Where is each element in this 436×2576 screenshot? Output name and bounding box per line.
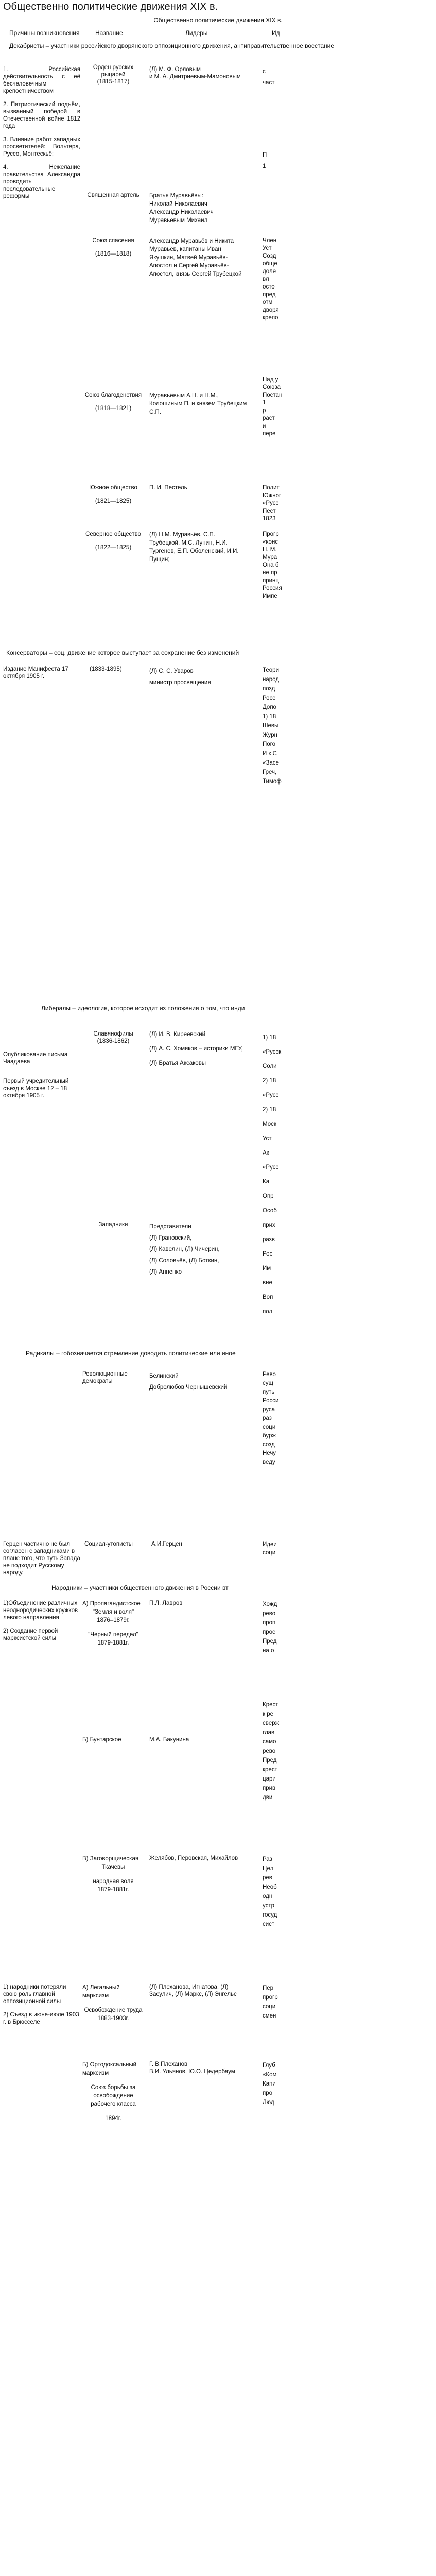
leader-line: (Л) А. С. Хомяков – историки МГУ,	[149, 1046, 243, 1052]
idea-line: доле	[263, 268, 276, 275]
idea-line: госуд	[263, 1912, 277, 1918]
leader-line: (Л) Н.М. Муравьёв, С.П. Трубецкой, М.С. Лунин, Н.И. Тургенев, Е.П. Оболенский, И.И. Пущин;	[149, 532, 239, 563]
leader-line: (Л) Анненко	[149, 1269, 182, 1275]
org-leaders-cell	[149, 1600, 247, 1607]
idea-line: Полит	[263, 485, 280, 491]
idea-line: Ка	[263, 1179, 270, 1185]
org-name: Славянофилы	[93, 1031, 133, 1037]
idea-line: прос	[263, 1629, 275, 1635]
idea-line: 2) 18	[263, 1078, 276, 1084]
leader-line: (Л) И. В. Киреевский	[149, 1031, 206, 1038]
idea-line: Росс	[263, 695, 276, 701]
leader-line: П. И. Пестель	[149, 485, 187, 491]
idea-line: Рос	[263, 1251, 273, 1257]
org-name-cell	[82, 1736, 144, 1743]
idea-line: П	[263, 152, 267, 158]
liberals-reasons	[3, 1051, 80, 1099]
idea-line: раст	[263, 415, 275, 421]
org-name: Освобождение труда 1883-1903г.	[84, 2007, 143, 2022]
leader-line: (Л) С. С. Уваров	[149, 668, 194, 674]
idea-line: Пред	[263, 1638, 277, 1645]
idea-line: 1	[263, 163, 266, 170]
idea-line: руса	[263, 1406, 275, 1413]
org-leaders-cell	[149, 1030, 247, 1067]
leader-line: (Л) Соловьёв, (Л) Боткин,	[149, 1258, 219, 1264]
idea-line: Крест	[263, 1702, 278, 1708]
idea-line: Журн	[263, 732, 277, 738]
idea-line: Цел	[263, 1866, 274, 1872]
idea-line: Пест	[263, 508, 276, 514]
idea-line: Люд	[263, 2099, 274, 2106]
org-name-cell	[82, 1221, 144, 1228]
header-name: Название	[95, 29, 123, 37]
idea-line: крест	[263, 1767, 277, 1773]
idea-line: дви	[263, 1794, 273, 1801]
idea-line: Союза	[263, 384, 281, 391]
org-leaders-cell	[149, 2061, 247, 2075]
org-ideas-cell	[263, 1984, 293, 2021]
idea-line: бурж	[263, 1433, 276, 1439]
idea-line: Необ	[263, 1884, 277, 1890]
org-label: В) Заговорщическая	[82, 1856, 139, 1862]
idea-line: Капи	[263, 2081, 276, 2087]
idea-line: разв	[263, 1236, 275, 1243]
utopists-leader: А.И.Герцен	[151, 1541, 182, 1547]
idea-line: 2) 18	[263, 1107, 276, 1113]
org-years: (1836-1862)	[97, 1038, 130, 1044]
idea-line: с	[263, 69, 266, 75]
org-ideas-cell	[263, 1600, 293, 1655]
org-label: Б) Бунтарское	[82, 1737, 121, 1743]
document-title: Общественно политические движения XIX в.	[3, 1, 218, 12]
leader-line: (Л) Плеханова, Игнатова, (Л) Засулич, (Л) Маркс, (Л) Энгельс	[149, 1984, 237, 1997]
idea-line: Им	[263, 1265, 271, 1272]
idea-line: глав	[263, 1730, 275, 1736]
section-conservatives: Консерваторы – соц. движение которое выступает за сохранение без изменений	[6, 649, 239, 656]
leader-line: Братья Муравьёвы:	[149, 193, 203, 199]
decembrists-reasons	[3, 66, 80, 200]
idea-line: пред	[263, 292, 276, 298]
idea-line: одн	[263, 1893, 273, 1900]
idea-line: Хожд	[263, 1601, 277, 1607]
idea-line: Уст	[263, 1136, 272, 1142]
leader-line: Белинский	[149, 1373, 179, 1379]
org-years: (1821—1825)	[95, 498, 132, 504]
idea-line: не пр	[263, 570, 277, 576]
idea-line: Воп	[263, 1294, 273, 1300]
idea-line: Пред	[263, 1757, 277, 1764]
idea-line: рево	[263, 1611, 276, 1617]
idea-line: 1) 18	[263, 714, 276, 720]
idea-line: рево	[263, 1748, 276, 1754]
org-name-cell	[82, 484, 144, 505]
conservatives-ideas	[263, 666, 293, 786]
reason-item: 1) народники потеряли свою роль главной оппозиционной силы	[3, 1984, 66, 2005]
leader-line: (Л) Кавелин, (Л) Чичерин,	[149, 1246, 220, 1252]
idea-line: смен	[263, 2013, 276, 2019]
leader-line: Добролюбов Чернышевский	[149, 1384, 228, 1391]
idea-line: раз	[263, 1415, 272, 1421]
reason-item: 2. Патриотический подъём, вызванный победой в Отечественной войне 1812 года	[3, 101, 80, 129]
org-name: Западники	[98, 1222, 128, 1228]
reason-item: 1. Российская действительность с её бесчеловечным крепостничеством	[3, 66, 80, 94]
idea-line: Раз	[263, 1856, 272, 1862]
org-name-cell	[82, 192, 144, 199]
org-name: Союз борьбы за освобождение рабочего класса	[91, 2084, 136, 2107]
leader-line: Муравьёвым А.Н. и Н.М., Колошиным П. и князем Трубецким С.П.	[149, 393, 247, 415]
org-name: Священная артель	[87, 192, 139, 198]
leader-line: Муравьевым Михаил	[149, 217, 208, 224]
org-years: (1816—1818)	[95, 251, 132, 257]
org-leaders-cell	[149, 1984, 247, 1998]
idea-line: осто	[263, 284, 275, 290]
section-narodniki: Народники – участники общественного движения в России вт	[51, 1584, 229, 1591]
header-leaders: Лидеры	[185, 29, 208, 37]
leader-line: (Л) М. Ф. Орловым	[149, 66, 201, 73]
idea-line: Член	[263, 238, 277, 244]
idea-line: дворя	[263, 307, 279, 313]
idea-line: на о	[263, 1648, 274, 1654]
reason-item: 2) Съезд в июне-июле 1903 г. в Брюсселе	[3, 2012, 79, 2025]
idea-line: путь	[263, 1389, 275, 1395]
org-name-cell	[82, 1600, 144, 1647]
idea-line: 1) 18	[263, 1035, 276, 1041]
table-caption: Общественно политические движения XIX в.	[153, 16, 283, 24]
idea-line: Моск	[263, 1121, 276, 1127]
header-ideas: Ид	[272, 29, 280, 37]
idea-line: к ре	[263, 1711, 274, 1717]
narodniki-reasons-1	[3, 1600, 80, 1642]
org-years: 1879-1881г.	[97, 1887, 129, 1893]
idea-line: Особ	[263, 1208, 277, 1214]
leader-line: Александр Муравьёв и Никита Муравьёв, капитаны Иван Якушкин, Матвей Муравьёв-Апостол и Сергей Муравьёв-Апостол, князь Сергей Трубецкой	[149, 238, 242, 277]
leader-line: В.И. Ульянов, Ю.О. Цедербаум	[149, 2069, 235, 2075]
utopists-name: Социал-утописты	[84, 1541, 133, 1547]
idea-line: Идеи	[263, 1541, 277, 1548]
reason-item: 3. Влияние работ западных просветителей: Вольтера, Руссо, Монтескьё;	[3, 137, 80, 157]
idea-line: Росси	[263, 1398, 279, 1404]
section-liberals: Либералы – идеология, которое исходит из положения о том, что инди	[41, 1005, 245, 1012]
idea-line: част	[263, 80, 275, 86]
org-leaders-cell	[149, 1736, 247, 1743]
idea-line: «Русс	[263, 500, 279, 506]
idea-line: пере	[263, 431, 276, 437]
idea-line: Ак	[263, 1150, 269, 1156]
idea-line: Допо	[263, 704, 276, 710]
header-reasons: Причины возникновения	[9, 29, 80, 37]
leader-line: П.Л. Лавров	[149, 1600, 183, 1606]
org-years: 1879-1881г.	[97, 1640, 129, 1646]
org-years: (1818—1821)	[95, 405, 132, 412]
idea-line: Прогр	[263, 531, 279, 537]
idea-line: устр	[263, 1903, 275, 1909]
org-name: Союз благоденствия	[84, 392, 142, 398]
org-name-cell	[82, 237, 144, 258]
idea-line: Опр	[263, 1193, 274, 1199]
org-label: А) Легальный марксизм	[82, 1985, 120, 1999]
idea-line: «Засе	[263, 760, 279, 766]
idea-line: народ	[263, 676, 279, 683]
idea-line: отм	[263, 299, 273, 306]
idea-line: Нечу	[263, 1450, 276, 1456]
org-leaders-cell	[149, 531, 247, 564]
leader-line: Г. В.Плеханов	[149, 2061, 188, 2067]
idea-line: Тимоф	[263, 778, 282, 785]
org-ideas-cell	[263, 149, 293, 172]
org-name-cell	[82, 1855, 144, 1894]
org-leaders-cell	[149, 1855, 247, 1862]
leader-line: Николай Николаевич	[149, 201, 207, 207]
org-leaders-cell	[149, 1221, 247, 1278]
liberals-ideas	[263, 1030, 293, 1319]
idea-line: соци	[263, 1424, 276, 1430]
reason-item: 4. Нежелание правительства Александра проводить последовательные реформы	[3, 164, 80, 199]
idea-line: принц	[263, 578, 279, 584]
org-ideas-cell	[263, 66, 293, 89]
idea-line: Над у	[263, 377, 278, 383]
utopists-ideas	[263, 1540, 293, 1557]
org-leaders-cell	[149, 66, 247, 80]
idea-line: Созд	[263, 253, 276, 259]
leader-line: Желябов, Перовская, Михайлов	[149, 1855, 238, 1861]
idea-line: Уст	[263, 245, 272, 251]
idea-line: Пого	[263, 741, 275, 748]
idea-line: Глуб	[263, 2062, 275, 2069]
idea-line: вне	[263, 1280, 272, 1286]
conservatives-reason: Издание Манифеста 17 октября 1905 г.	[3, 666, 68, 680]
idea-line: сверж	[263, 1720, 280, 1726]
idea-line: крепо	[263, 315, 278, 321]
org-name-cell	[82, 531, 144, 551]
idea-line: рев	[263, 1875, 272, 1881]
radicals-ideas	[263, 1370, 293, 1467]
idea-line: Импе	[263, 593, 277, 599]
org-ideas-cell	[263, 484, 293, 523]
org-name: Северное общество	[85, 531, 141, 537]
idea-line: Греч,	[263, 769, 277, 775]
idea-line: Южног	[263, 493, 282, 499]
idea-line: цари	[263, 1776, 276, 1782]
conservatives-leaders	[149, 666, 247, 688]
org-leaders-cell	[149, 237, 247, 278]
idea-line: Соли	[263, 1063, 277, 1070]
idea-line: «конс	[263, 539, 278, 545]
idea-line: обще	[263, 261, 277, 267]
idea-line: сущ	[263, 1380, 273, 1386]
org-name: Орден русских рыцарей	[93, 64, 134, 78]
org-leaders-cell	[149, 192, 247, 225]
reason-item: 2) Создание первой марксистской силы	[3, 1628, 58, 1641]
org-name: Южное общество	[89, 485, 137, 491]
radicals-leaders	[149, 1370, 247, 1393]
leader-line: (Л) Братья Аксаковы	[149, 1060, 206, 1066]
org-name-cell	[82, 1984, 144, 2023]
idea-line: Постан	[263, 392, 283, 398]
idea-line: Пер	[263, 1985, 274, 1991]
idea-line: пол	[263, 1309, 273, 1315]
idea-line: позд	[263, 686, 275, 692]
idea-line: «Ком	[263, 2072, 277, 2078]
org-years: 1894г.	[105, 2115, 121, 2122]
idea-line: р	[263, 408, 266, 414]
org-name: народная воля	[93, 1878, 134, 1885]
idea-line: соци	[263, 2004, 276, 2010]
section-decembrists: Декабристы – участники российского дворянского оппозиционного движения, антиправительственное восстание	[9, 42, 335, 49]
idea-line: Мура	[263, 554, 277, 561]
org-label: А) Пропагандистское	[82, 1601, 141, 1607]
leader-line: и М. А. Дмитриевым-Мамоновым	[149, 74, 241, 80]
utopists-reason: Герцен частично не был согласен с западниками в плане того, что путь Запада не подходит Русскому народу.	[3, 1541, 80, 1576]
org-years: (1815-1817)	[97, 79, 130, 85]
idea-line: и	[263, 423, 266, 429]
org-name-cell	[82, 392, 144, 412]
idea-line: 1823	[263, 516, 276, 522]
org-name: Ткачевы	[101, 1864, 125, 1870]
org-name: Союз спасения	[92, 238, 134, 244]
leader-line: министр просвещения	[149, 680, 211, 686]
reason-item: 1)Объединение различных неоднородических кружков левого направления	[3, 1600, 78, 1621]
org-leaders-cell	[149, 392, 247, 416]
idea-line: «Русс	[263, 1164, 279, 1171]
section-radicals: Радикалы – гобозначается стремление доводить политические или иное	[26, 1350, 236, 1357]
idea-line: Теори	[263, 667, 279, 673]
radicals-name: Революционные демократы	[82, 1371, 128, 1384]
idea-line: прогр	[263, 1994, 278, 2001]
leader-line: Представители	[149, 1224, 191, 1230]
org-name: "Черный передел"	[88, 1632, 138, 1638]
reason-item: Опубликование письма Чаадаева	[3, 1052, 68, 1065]
idea-line: про	[263, 2090, 273, 2096]
idea-line: сист	[263, 1921, 275, 1927]
org-ideas-cell	[263, 1700, 293, 1802]
org-ideas-cell	[263, 531, 293, 600]
org-label: Б) Ортодоксальный марксизм	[82, 2062, 137, 2076]
idea-line: Россия	[263, 585, 282, 591]
idea-line: прих	[263, 1222, 275, 1228]
reason-item: Первый учредительный съезд в Москве 12 – 18 октября 1905 г.	[3, 1078, 69, 1099]
org-ideas-cell	[263, 237, 293, 322]
org-name-cell	[82, 64, 144, 86]
idea-line: соци	[263, 1550, 276, 1556]
org-leaders-cell	[149, 484, 247, 492]
idea-line: само	[263, 1739, 276, 1745]
idea-line: вл	[263, 276, 269, 282]
idea-line: Она б	[263, 562, 279, 568]
idea-line: созд	[263, 1442, 275, 1448]
leader-line: (Л) Грановский,	[149, 1235, 192, 1241]
org-name-cell	[82, 1030, 144, 1045]
idea-line: Н. М.	[263, 547, 277, 553]
idea-line: Шевы	[263, 723, 279, 729]
idea-line: прив	[263, 1785, 276, 1791]
idea-line: 1	[263, 400, 266, 406]
idea-line: «Русск	[263, 1049, 282, 1055]
org-years: (1822—1825)	[95, 545, 132, 551]
org-name: "Земля и воля"	[92, 1609, 134, 1615]
org-ideas-cell	[263, 376, 293, 438]
leader-line: М.А. Бакунина	[149, 1737, 189, 1743]
org-years: 1876–1879г.	[97, 1617, 130, 1623]
leader-line: Александр Николаевич	[149, 209, 214, 215]
conservatives-years: (1833-1895)	[90, 666, 122, 672]
idea-line: «Русс	[263, 1092, 279, 1098]
idea-line: И к С	[263, 751, 277, 757]
org-ideas-cell	[263, 1855, 293, 1929]
idea-line: Рево	[263, 1371, 276, 1378]
org-ideas-cell	[263, 2061, 293, 2107]
org-name-cell	[82, 2061, 144, 2123]
narodniki-reasons-2	[3, 1984, 80, 2026]
idea-line: веду	[263, 1459, 275, 1465]
idea-line: проп	[263, 1620, 276, 1626]
